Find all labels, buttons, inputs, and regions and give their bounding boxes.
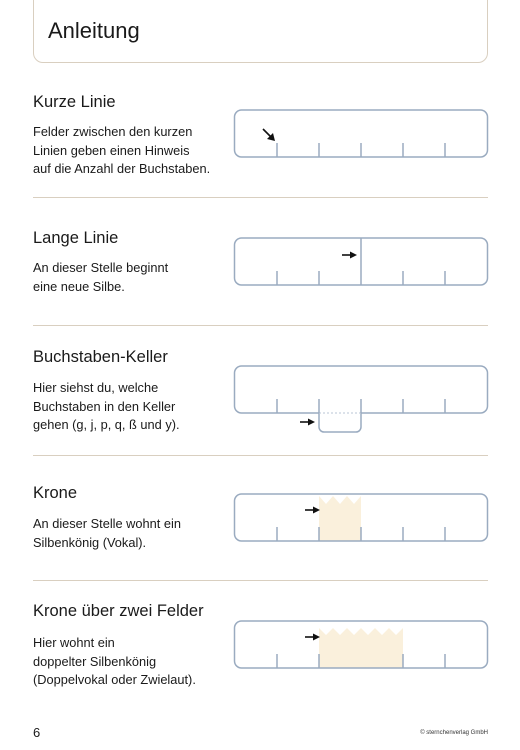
text-line: doppelter Silbenkönig <box>33 653 157 669</box>
section-title-lange-linie: Lange Linie <box>33 229 119 247</box>
diagram-krone <box>233 492 489 544</box>
text-line: Hier wohnt ein <box>33 635 115 650</box>
cellar-box <box>319 413 361 432</box>
text-line: An dieser Stelle wohnt ein <box>33 516 181 531</box>
copyright-text: © sternchenverlag GmbH <box>420 730 488 736</box>
page-title: Anleitung <box>48 18 140 43</box>
section-title-kurze-linie: Kurze Linie <box>33 93 116 111</box>
text-line: Buchstaben in den Keller <box>33 398 176 414</box>
short-lines <box>277 143 445 157</box>
text-line: (Doppelvokal oder Zwielaut). <box>33 672 196 687</box>
section-title-buchstaben-keller: Buchstaben-Keller <box>33 348 168 366</box>
text-line: gehen (g, j, p, q, ß und y). <box>33 417 180 432</box>
arrow-right-icon <box>305 507 320 514</box>
crown-icon <box>319 496 361 541</box>
text-line: auf die Anzahl der Buchstaben. <box>33 161 211 176</box>
text-line: An dieser Stelle beginnt <box>33 260 169 275</box>
text-line: Felder zwischen den kurzen <box>33 124 193 139</box>
section-text-kurze-linie <box>33 123 210 179</box>
diagram-kurze-linie <box>233 108 489 160</box>
diagram-krone-zwei-felder <box>233 619 489 671</box>
divider <box>33 197 488 198</box>
arrow-right-icon <box>300 419 315 426</box>
section-text-krone <box>33 515 181 552</box>
arrow-right-icon <box>305 634 320 641</box>
text-line: Hier siehst du, welche <box>33 380 159 395</box>
divider <box>33 325 488 326</box>
text-line: eine neue Silbe. <box>33 278 125 294</box>
short-lines <box>277 399 445 413</box>
page-number: 6 <box>33 725 41 740</box>
double-crown-icon <box>319 628 403 668</box>
text-line: Silbenkönig (Vokal). <box>33 534 147 550</box>
section-title-krone-zwei-felder: Krone über zwei Felder <box>33 602 204 620</box>
diagram-buchstaben-keller <box>233 364 489 436</box>
arrow-right-icon <box>342 252 357 259</box>
text-line: Linien geben einen Hinweis <box>33 142 190 158</box>
divider <box>33 580 488 581</box>
section-title-krone: Krone <box>33 484 78 502</box>
divider <box>33 455 488 456</box>
section-text-buchstaben-keller <box>33 379 180 435</box>
short-lines <box>277 527 445 541</box>
diagram-lange-linie <box>233 236 489 288</box>
section-text-krone-zwei-felder <box>33 634 196 690</box>
section-text-lange-linie <box>33 259 168 296</box>
arrow-diagonal-icon <box>263 129 275 141</box>
